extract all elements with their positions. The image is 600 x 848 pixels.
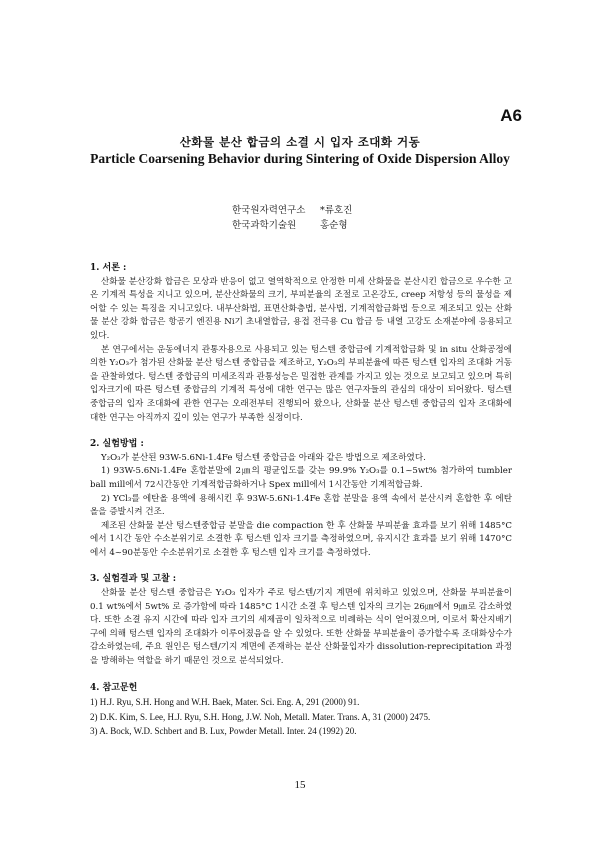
paragraph: 산화물 분산 텅스텐 중합금은 Y₂O₃ 입자가 주로 텅스텐/기지 계면에 위치하고 있었으며, 산화물 부피분율이 0.1 wt%에서 5wt% 로 증가함에 따라 1485°C 1시간 소결 후 텅스텐 입자의 크기는 26㎛에서 9㎛로 감소하였다. 또한 소결 유지 시간에 따라 입자 크기의 세제곱이 일차적으로 비례하는 식이 얻어졌으며, 이로서 확산지배기구에 의해 텅스텐 입자의 조대화가 이루어졌음을 알 수 있었다. 또한 산화물 부피분율이 증가할수록 조대화상수가 감소하였는데, 주요 원인은 텅스텐/기지 계면에 존재하는 분산 산화물입자가 dissolution-reprecipitation 과정을 방해하는 역할을 하기 때문인 것으로 분석되었다. [90,588,512,667]
reference-item: 1) H.J. Ryu, S.H. Hong and W.H. Baek, Mater. Sci. Eng. A, 291 (2000) 91. [90,697,360,708]
paper-code: A6 [500,106,522,125]
author-affiliation: 한국원자력연구소 [232,205,306,216]
section-introduction [90,262,512,425]
reference-item: 3) A. Bock, W.D. Schbert and B. Lux, Powder Metall. Inter. 24 (1992) 20. [90,726,357,737]
author-name: *류호진 [320,205,353,216]
author-row [232,218,352,233]
section-heading: 4. 참고문헌 [90,682,138,693]
paragraph: Y₂O₃가 분산된 93W-5.6Ni-1.4Fe 텅스텐 중합금을 아래와 같은 방법으로 제조하였다. [101,452,426,463]
author-block [232,203,352,233]
paragraph: 산화물 분산강화 합금은 모상과 반응이 없고 열역학적으로 안정한 미세 산화물을 분산시킨 합금으로 우수한 고온 기계적 특성을 지니고 있으며, 분산산화물의 크기, 부피분율의 조절로 고온강도, creep 저항성 등의 물성을 제어할 수 있는 특징을 지니고있다. 내부산화법, 표면산화층법, 분사법, 기계적합금화법 등으로 제조되고 있는 산화물 분산 강화 합금은 항공기 엔진용 Ni기 초내열합금, 용접 전극용 Cu 합금 등 내열 고강도 소재분야에 응용되고 있다. [90,276,512,341]
title-english: Particle Coarsening Behavior during Sintering of Oxide Dispersion Alloy [90,151,510,166]
title-korean: 산화물 분산 합금의 소결 시 입자 조대화 거동 [179,135,421,149]
section-heading: 2. 실험방법 : [90,439,144,450]
author-affiliation: 한국과학기술원 [232,220,297,231]
author-row [232,203,352,218]
method-item: 2) YCl₃를 에탄올 용액에 용해시킨 후 93W-5.6Ni-1.4Fe 혼합 분말을 용액 속에서 분산시켜 혼합한 후 에탄올을 증발시켜 건조. [90,493,512,518]
page-number: 15 [294,779,306,791]
section-methods [90,438,512,560]
section-heading: 3. 실험결과 및 고찰 : [90,574,177,585]
section-results [90,573,512,668]
paper-body [90,262,512,739]
paragraph: 제조된 산화물 분산 텅스텐중합금 분말을 die compaction 한 후 산화물 부피분율 효과를 보기 위해 1485°C에서 1시간 동안 수소분위기로 소결한 후 텅스텐 입자 크기를 측정하였으며, 유지시간 효과를 보기 위해 1470°C에서 4~90분동안 수소분위기로 소결한 후 텅스텐 입자 크기를 측정하였다. [90,520,512,558]
author-name: 홍순형 [320,220,348,231]
method-item: 1) 93W-5.6Ni-1.4Fe 혼합분말에 2㎛의 평균입도를 갖는 99.9% Y₂O₃를 0.1~5wt% 첨가하여 tumbler ball mill에서 72시간동안 기계적합금화하거나 Spex mill에서 1시간동안 기계적합금화. [90,466,512,490]
section-heading: 1. 서론 : [90,263,127,273]
paragraph: 본 연구에서는 운동에너지 관통자용으로 사용되고 있는 텅스텐 중합금에 기계적합금화 및 in situ 산화공정에 의한 Y₂O₃가 첨가된 산화물 분산 텅스텐 중합금을 제조하고, Y₂O₃의 부피분율에 따른 텅스텐 입자의 조대화 거동을 관찰하였다. 텅스텐 중합금의 미세조직과 관통성능은 밀접한 관계를 가지고 있는 것으로 보고되고 있으며 특히 입자크기에 따른 텅스텐 중합금의 기계적 특성에 대한 연구는 많은 연구자들의 관심의 대상이 되어왔다. 텅스텐 중합금의 입자 조대화에 관한 연구는 오래전부터 진행되어 왔으나, 산화물 분산 텅스텐 중합금의 입자 조대화에 대한 연구는 아직까지 깊이 있는 연구가 부족한 실정이다. [90,344,512,423]
section-references [90,682,512,739]
reference-item: 2) D.K. Kim, S. Lee, H.J. Ryu, S.H. Hong, J.W. Noh, Metall. Mater. Trans. A, 31 (2000) 2475. [90,711,431,722]
